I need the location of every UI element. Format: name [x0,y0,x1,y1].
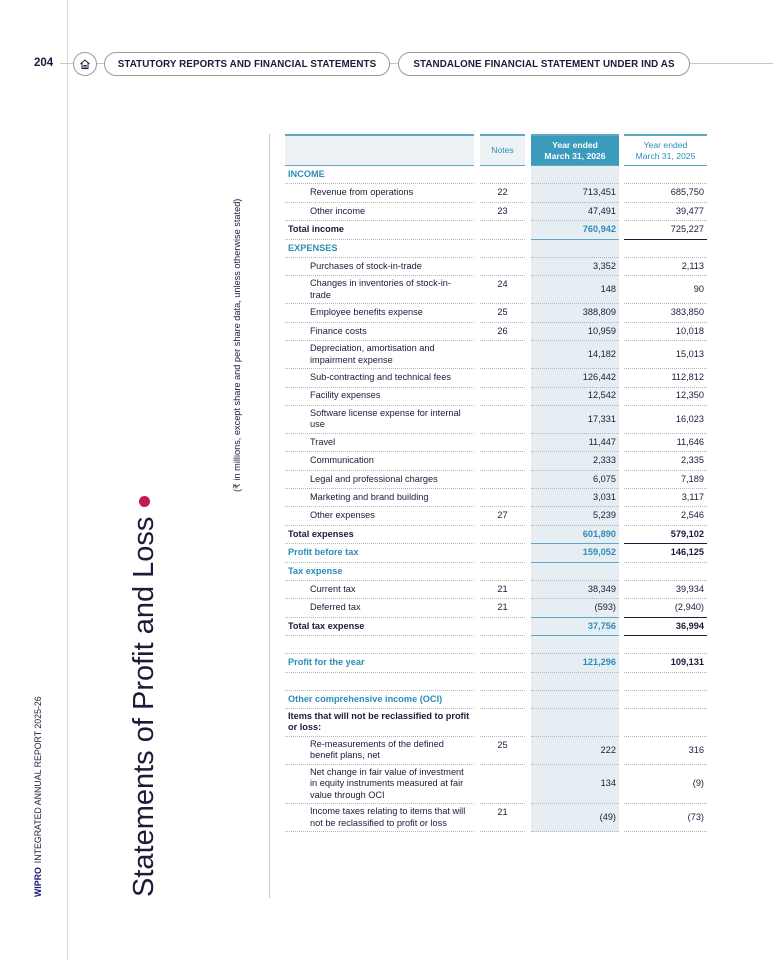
value-current-year: 159,052 [531,544,619,562]
value-current-year: 713,451 [531,184,619,202]
table-row [285,388,707,406]
section-oci [285,691,707,709]
value-previous-year [624,240,707,258]
value-previous-year: 7,189 [624,471,707,489]
value-previous-year: 146,125 [624,544,707,562]
row-note: 21 [480,804,525,832]
row-label: Other expenses [285,507,474,525]
value-previous-year: 15,013 [624,341,707,369]
value-current-year: 12,542 [531,388,619,406]
value-current-year: 760,942 [531,221,619,239]
table-row [285,369,707,387]
value-previous-year: 316 [624,737,707,765]
value-previous-year: 11,646 [624,434,707,452]
table-row [285,406,707,434]
value-previous-year: 16,023 [624,406,707,434]
row-note: 24 [480,276,525,304]
value-previous-year [480,636,525,654]
profit-for-year-row [285,654,707,672]
value-previous-year [285,673,474,691]
value-previous-year [480,673,525,691]
nav-statutory-reports[interactable]: STATUTORY REPORTS AND FINANCIAL STATEMENTS [104,52,390,76]
value-previous-year [285,636,474,654]
row-note: 26 [480,323,525,341]
value-current-year: 222 [531,737,619,765]
row-label: Sub-contracting and technical fees [285,369,474,387]
value-previous-year [624,166,707,184]
value-current-year: 121,296 [531,654,619,672]
row-note [480,709,525,737]
report-name: INTEGRATED ANNUAL REPORT 2025-26 [33,696,43,864]
brand-footer [33,692,43,897]
value-current-year: (49) [531,804,619,832]
value-previous-year: 10,018 [624,323,707,341]
row-label: Changes in inventories of stock-in-trade [285,276,474,304]
value-current-year: 134 [531,765,619,805]
row-note [480,765,525,805]
value-current-year: 3,352 [531,258,619,276]
row-note [480,388,525,406]
table-row [285,507,707,525]
spacer-row [285,673,707,691]
value-previous-year: 725,227 [624,221,707,239]
value-current-year: 10,959 [531,323,619,341]
row-note [480,406,525,434]
row-note: 23 [480,203,525,221]
table-row [285,581,707,599]
row-label: Finance costs [285,323,474,341]
value-current-year [531,166,619,184]
row-label: Income taxes relating to items that will not be reclassified to profit or loss [285,804,474,832]
col-previous-year: Year ended March 31, 2025 [624,134,707,166]
value-previous-year: 579,102 [624,526,707,544]
value-current-year: (593) [531,599,619,617]
home-icon [79,58,91,70]
page-title [124,427,164,897]
row-note [480,434,525,452]
row-label: Profit before tax [285,544,474,562]
row-note [480,221,525,239]
value-current-year: 388,809 [531,304,619,322]
value-previous-year: 39,477 [624,203,707,221]
row-label: Net change in fair value of investment in equity instruments measured at fair value through OCI [285,765,474,805]
profit-loss-table [285,134,707,832]
total-tax-expense-row [285,618,707,636]
value-current-year: 37,756 [531,618,619,636]
table-row [285,471,707,489]
row-label: Legal and professional charges [285,471,474,489]
units-note: (₹ in millions, except share and per share data, unless otherwise stated) [231,198,242,492]
value-previous-year: 2,546 [624,507,707,525]
row-note [480,618,525,636]
margin-rule [67,0,68,960]
row-note [480,563,525,581]
col-notes: Notes [480,134,525,166]
table-row [285,599,707,617]
table-row [285,434,707,452]
table-row [285,765,707,805]
value-current-year [531,691,619,709]
row-note: 22 [480,184,525,202]
value-previous-year: 2,335 [624,452,707,470]
row-note: 25 [480,304,525,322]
nav-standalone-financial-statement[interactable]: STANDALONE FINANCIAL STATEMENT UNDER IND AS [398,52,690,76]
value-current-year: 11,447 [531,434,619,452]
row-note [480,240,525,258]
value-current-year [531,673,619,691]
value-previous-year [624,636,707,654]
row-label: Items that will not be reclassified to profit or loss: [285,709,474,737]
home-button[interactable] [73,52,97,76]
value-current-year [531,709,619,737]
row-label: Software license expense for internal use [285,406,474,434]
value-previous-year: 39,934 [624,581,707,599]
section-expenses [285,240,707,258]
value-previous-year: 36,994 [624,618,707,636]
table-row [285,258,707,276]
row-label: Deferred tax [285,599,474,617]
row-note [480,452,525,470]
total-expenses-row [285,526,707,544]
row-label: Communication [285,452,474,470]
value-previous-year: 109,131 [624,654,707,672]
table-row [285,323,707,341]
spacer-row [285,636,707,654]
value-previous-year: 685,750 [624,184,707,202]
table-row [285,452,707,470]
row-label: Re-measurements of the defined benefit plans, net [285,737,474,765]
row-label: EXPENSES [285,240,474,258]
row-note [480,691,525,709]
value-current-year: 47,491 [531,203,619,221]
row-label: Total expenses [285,526,474,544]
value-current-year: 126,442 [531,369,619,387]
row-note: 25 [480,737,525,765]
row-note [480,369,525,387]
row-note: 21 [480,599,525,617]
value-current-year: 3,031 [531,489,619,507]
value-previous-year: 2,113 [624,258,707,276]
total-income-row [285,221,707,239]
value-previous-year: 112,812 [624,369,707,387]
page-title-text: Statements of Profit and Loss [127,516,160,897]
title-dot [139,496,150,507]
table-header [285,134,707,166]
row-note [480,526,525,544]
table-row [285,184,707,202]
value-current-year: 14,182 [531,341,619,369]
value-current-year: 17,331 [531,406,619,434]
page-number: 204 [34,57,54,69]
value-current-year: 6,075 [531,471,619,489]
value-previous-year: (9) [624,765,707,805]
section-income [285,166,707,184]
value-previous-year: 12,350 [624,388,707,406]
row-label: Marketing and brand building [285,489,474,507]
table-divider [269,134,270,898]
table-row [285,276,707,304]
table-row [285,304,707,322]
profit-before-tax-row [285,544,707,562]
value-previous-year [624,563,707,581]
value-current-year: 38,349 [531,581,619,599]
table-row [285,804,707,832]
value-previous-year: 383,850 [624,304,707,322]
row-label: Other comprehensive income (OCI) [285,691,474,709]
value-previous-year: (2,940) [624,599,707,617]
brand-logo: WIPRO [33,867,43,897]
row-label: Facility expenses [285,388,474,406]
row-note [480,471,525,489]
value-previous-year: 90 [624,276,707,304]
value-previous-year: 3,117 [624,489,707,507]
value-current-year [531,636,619,654]
row-label: Revenue from operations [285,184,474,202]
row-label: Travel [285,434,474,452]
row-note [480,341,525,369]
row-label: Current tax [285,581,474,599]
row-note [480,489,525,507]
row-label: Tax expense [285,563,474,581]
value-current-year: 148 [531,276,619,304]
section-tax-expense [285,563,707,581]
row-note [480,166,525,184]
value-current-year: 601,890 [531,526,619,544]
row-label: Depreciation, amortisation and impairment expense [285,341,474,369]
value-previous-year [624,691,707,709]
value-current-year: 2,333 [531,452,619,470]
table-row [285,737,707,765]
row-label: Total income [285,221,474,239]
value-previous-year: (73) [624,804,707,832]
row-label: Other income [285,203,474,221]
value-previous-year [624,709,707,737]
col-current-year: Year ended March 31, 2026 [531,134,619,166]
row-label: Employee benefits expense [285,304,474,322]
table-row [285,341,707,369]
value-current-year [531,240,619,258]
row-label: Profit for the year [285,654,474,672]
table-row [285,489,707,507]
value-previous-year [624,673,707,691]
value-current-year [531,563,619,581]
row-label: INCOME [285,166,474,184]
row-note [480,258,525,276]
value-current-year: 5,239 [531,507,619,525]
header-label-cell [285,134,474,166]
row-note: 27 [480,507,525,525]
row-note: 21 [480,581,525,599]
table-row [285,203,707,221]
row-note [480,544,525,562]
row-label: Total tax expense [285,618,474,636]
subsection-not-reclassified [285,709,707,737]
row-label: Purchases of stock-in-trade [285,258,474,276]
row-note [480,654,525,672]
